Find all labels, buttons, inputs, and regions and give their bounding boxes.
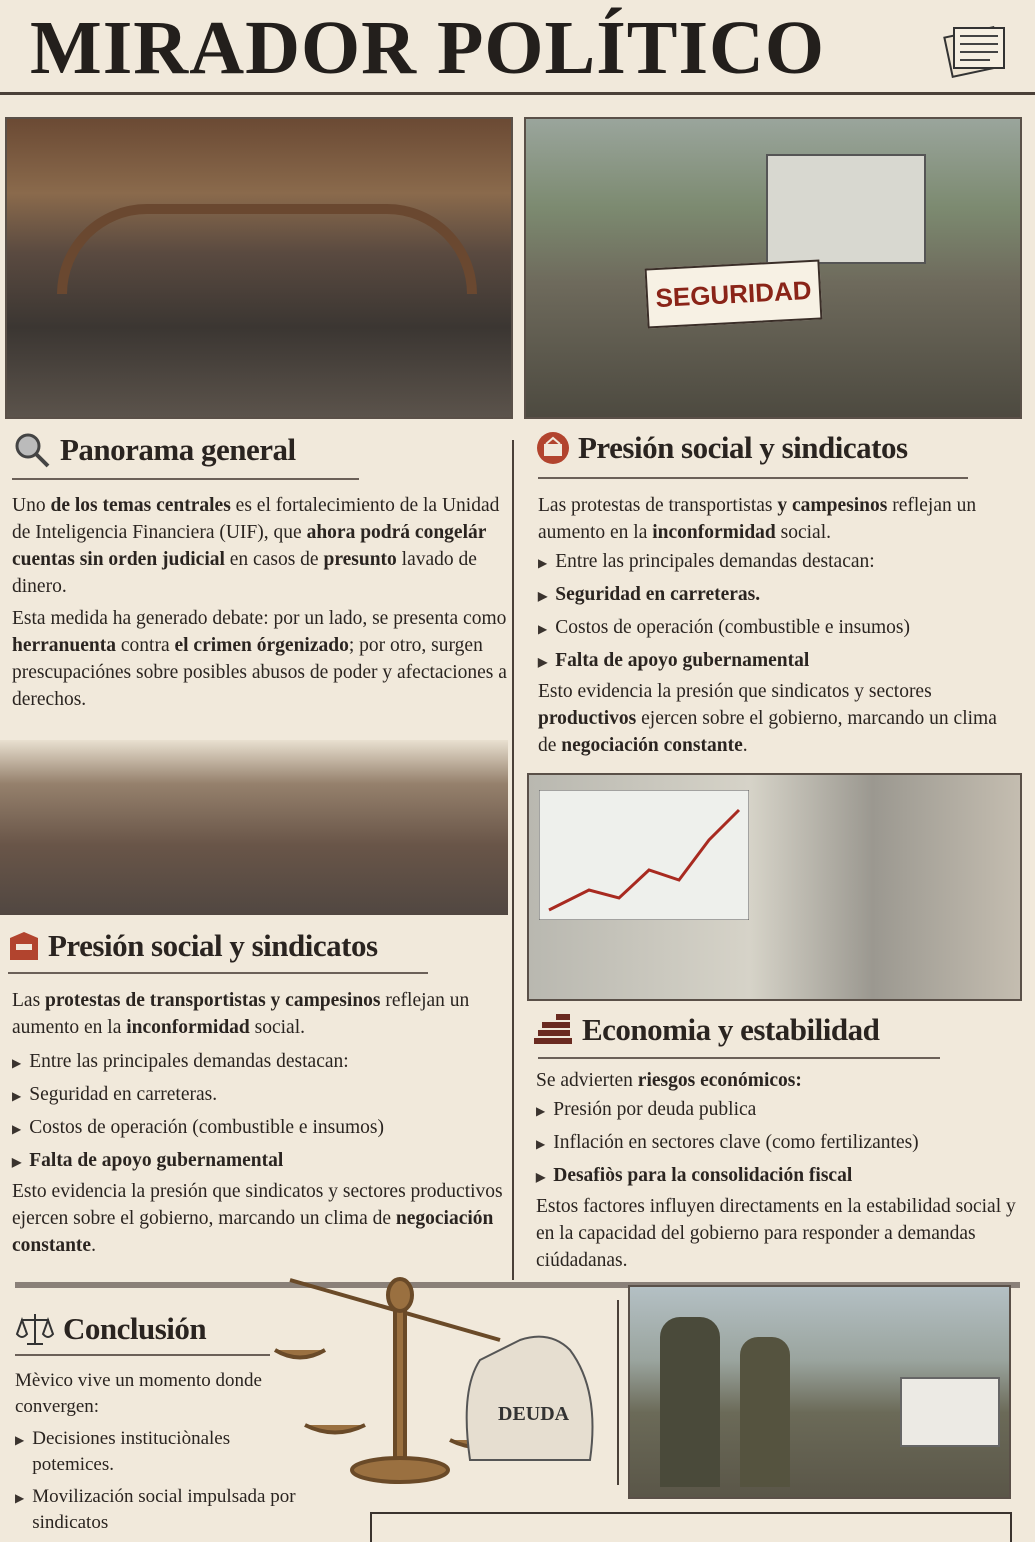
column-divider: [617, 1300, 619, 1485]
meeting-illustration: [0, 740, 508, 915]
list-item: ▶ Entre las principales demandas destacan:: [12, 1046, 507, 1079]
protest-sign: SEGURIDAD: [645, 259, 823, 328]
soldiers-highway-illustration: [628, 1285, 1011, 1499]
bag-label: DEUDA: [498, 1403, 570, 1425]
section-rule: [538, 477, 968, 479]
store-icon: [536, 431, 570, 465]
presion-left-heading: Presión social y sindicatos: [8, 928, 378, 964]
list-item: ▶ Falta de apoyo gubernamental: [538, 645, 1018, 678]
conclusion-body: Mèvico vive un momento donde convergen: ▶ Decisiones instituciònales potemices. ▶ Movilización social impulsada por sindicatos: [15, 1368, 315, 1536]
truckers-protest-illustration: [524, 117, 1022, 419]
list-item: ▶ Costos de operación (combustible e insumos): [538, 612, 1018, 645]
economia-heading: Economia y estabilidad: [532, 1012, 879, 1048]
list-item: ▶ Desafiòs para la consolidación fiscal: [536, 1160, 1016, 1193]
section-rule: [12, 478, 359, 480]
newspaper-icon: [940, 18, 1010, 80]
scales-of-justice-illustration: [270, 1240, 610, 1490]
section-rule: [8, 972, 428, 974]
panorama-heading: [12, 430, 296, 470]
scales-icon: [15, 1310, 55, 1348]
presion-right-body: Las protestas de transportistas y campesinos reflejan un aumento en la inconformidad social. ▶ Entre las principales demandas destacan: ▶ Seguridad en carreteras. ▶ Costos de operación (combustible e insumos) ▶ Falta de apoyo gubernamental Esto evidencia la presión que sindicatos y sectores productivos ejercen sobre el gobierno, marcando un clima de negociación constante.: [538, 492, 1018, 764]
presion-left-body: Las protestas de transportistas y campesinos reflejan un aumento en la inconformidad social. ▶ Entre las principales demandas destacan: ▶ Seguridad en carreteras. ▶ Costos de operación (combustible e insumos) ▶ Falta de apoyo gubernamental Esto evidencia la presión que sindicatos y sectores productivos ejercen sobre el gobierno, marcando un clima de negociación constante.: [12, 987, 507, 1264]
list-item: ▶ Costos de operación (combustible e insumos): [12, 1112, 507, 1145]
list-item: ▶ Movilización social impulsada por sindicatos: [15, 1484, 315, 1536]
courtroom-illustration: [5, 117, 513, 419]
presion-right-heading: Presión social y sindicatos: [536, 430, 908, 466]
list-item: ▶ Presión por deuda publica: [536, 1094, 1016, 1127]
economia-body: Se advierten riesgos económicos: ▶ Presión por deuda publica ▶ Inflación en sectores clave (como fertilizantes) ▶ Desafiòs para la consolidación fiscal Estos factores influyen directaments en la estabilidad social y en la capacidad del gobierno para responder a demandas ciúdadanas.: [536, 1067, 1016, 1279]
stacked-coins-icon: [532, 1014, 574, 1046]
list-item: ▶ Entre las principales demandas destacan:: [538, 546, 1018, 579]
panorama-body: Uno de los temas centrales es el fortalecimiento de la Unidad de Inteligencia Financiera (UIF), que ahora podrá congelár cuentas sin orden judicial en casos de presunto lavado de dinero. Esta medida ha generado debate: por un lado, se presenta como herranuenta contra el crimen órgenizado; por otro, surgen prescupaciónes sobre posibles abusos de poder y afectaciones a derechos.: [12, 495, 507, 710]
list-item: ▶ Falta de apoyo gubernamental: [12, 1145, 507, 1178]
building-icon: [8, 930, 40, 962]
section-rule: [538, 1057, 940, 1059]
section-rule: [15, 1354, 270, 1356]
list-item: ▶ Decisiones instituciònales potemices.: [15, 1426, 315, 1478]
list-item: ▶ Seguridad en carreteras.: [538, 579, 1018, 612]
economy-hospital-illustration: [527, 773, 1022, 1001]
masthead-title: MIRADOR POLÍTICO: [30, 6, 826, 90]
header-rule: [0, 92, 1035, 95]
list-item: ▶ Seguridad en carreteras.: [12, 1079, 507, 1112]
conclusion-heading: Conclusión: [15, 1310, 206, 1348]
list-item: ▶ Inflación en sectores clave (como fertilizantes): [536, 1127, 1016, 1160]
rising-chart-drawing: [539, 790, 749, 920]
column-divider: [512, 440, 514, 1280]
magnifier-icon: [12, 430, 52, 470]
panorama-title: Panorama general: [60, 432, 296, 467]
bottom-box: [370, 1512, 1012, 1542]
